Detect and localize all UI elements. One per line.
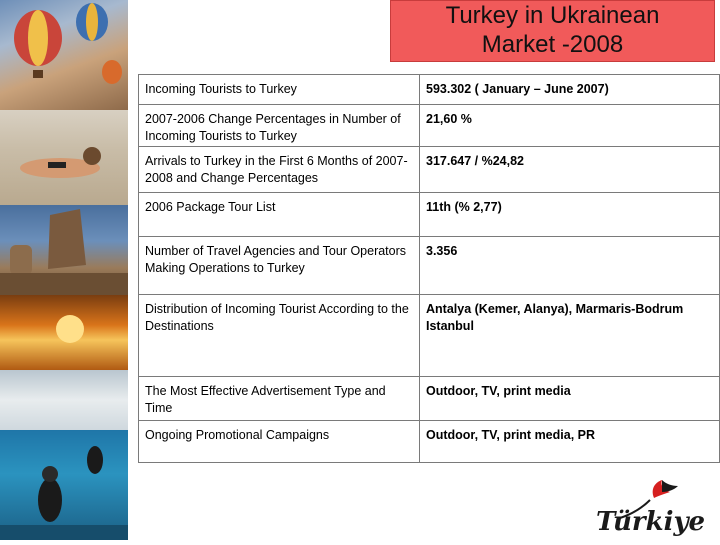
scuba-divers-photo bbox=[0, 430, 128, 540]
pamukkale-terraces-photo bbox=[0, 370, 128, 430]
slide-title-line-2: Market -2008 bbox=[481, 31, 624, 58]
row-label: Number of Travel Agencies and Tour Operators Making Operations to Turkey bbox=[139, 237, 420, 295]
table-row bbox=[139, 237, 720, 295]
row-value: 21,60 % bbox=[420, 105, 720, 147]
row-label: 2007-2006 Change Percentages in Number of Incoming Tourists to Turkey bbox=[139, 105, 420, 147]
row-value: Antalya (Kemer, Alanya), Marmaris-Bodrum Istanbul bbox=[420, 295, 720, 377]
table-row bbox=[139, 147, 720, 193]
row-label: Incoming Tourists to Turkey bbox=[139, 75, 420, 105]
row-value: 3.356 bbox=[420, 237, 720, 295]
table-row bbox=[139, 193, 720, 237]
row-value: 593.302 ( January – June 2007) bbox=[420, 75, 720, 105]
slide-title-box bbox=[390, 0, 715, 62]
beach-sunbather-photo bbox=[0, 110, 128, 205]
tulip-logo-icon bbox=[592, 478, 712, 540]
hot-air-balloons-photo bbox=[0, 0, 128, 110]
logo-wordmark: Türkiye bbox=[596, 507, 706, 537]
row-label: Arrivals to Turkey in the First 6 Months of 2007-2008 and Change Percentages bbox=[139, 147, 420, 193]
row-label: 2006 Package Tour List bbox=[139, 193, 420, 237]
row-label: Distribution of Incoming Tourist According to the Destinations bbox=[139, 295, 420, 377]
table-row bbox=[139, 105, 720, 147]
row-value: 11th (% 2,77) bbox=[420, 193, 720, 237]
slide-title-line-1: Turkey in Ukrainean bbox=[445, 2, 660, 29]
row-value: Outdoor, TV, print media bbox=[420, 377, 720, 421]
mount-nemrut-statues-photo bbox=[0, 205, 128, 295]
table-row bbox=[139, 75, 720, 105]
table-row bbox=[139, 421, 720, 463]
turkiye-logo bbox=[592, 478, 712, 540]
row-label: The Most Effective Advertisement Type and Time bbox=[139, 377, 420, 421]
row-label: Ongoing Promotional Campaigns bbox=[139, 421, 420, 463]
table-row bbox=[139, 295, 720, 377]
sunset-photo bbox=[0, 295, 128, 370]
table-row bbox=[139, 377, 720, 421]
photo-strip-divider bbox=[128, 0, 134, 540]
photo-collage-strip bbox=[0, 0, 128, 540]
row-value: Outdoor, TV, print media, PR bbox=[420, 421, 720, 463]
market-info-table bbox=[138, 74, 720, 463]
row-value: 317.647 / %24,82 bbox=[420, 147, 720, 193]
